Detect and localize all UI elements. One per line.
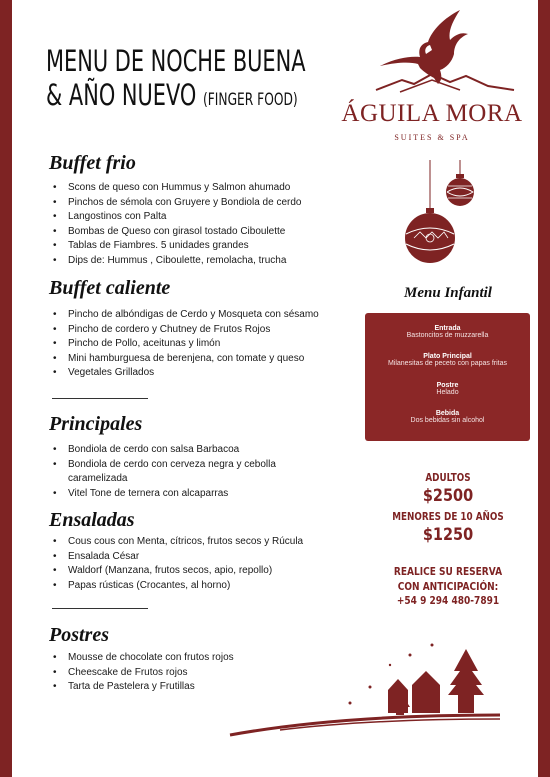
divider (52, 398, 148, 399)
list-item: • Papas rústicas (Crocantes, al horno) (52, 579, 322, 594)
list-item: • Pinchos de sémola con Gruyere y Bondiola de cerdo (52, 196, 322, 211)
kids-block (365, 410, 530, 424)
kids-block (365, 382, 530, 396)
divider (52, 608, 148, 609)
title-line-1: MENU DE NOCHE BUENA (46, 44, 306, 78)
list-item: • Scons de queso con Hummus y Salmon ahumado (52, 181, 322, 196)
reservation-info (381, 565, 515, 609)
title-line-2-main: & AÑO NUEVO (46, 78, 197, 112)
kids-block-label: Entrada (434, 325, 461, 332)
kids-menu-title: Menu Infantil (404, 285, 492, 301)
section-title-principales: Principales (49, 413, 143, 435)
title-finger-food: (FINGER FOOD) (202, 90, 298, 110)
kids-block-label: Postre (436, 382, 459, 389)
title-line-2 (46, 78, 306, 117)
christmas-ornaments-icon (400, 160, 490, 280)
list-item: • Mousse de chocolate con frutos rojos (52, 651, 322, 666)
kids-block-label: Plato Principal (423, 353, 472, 360)
list-item: • Dips de: Hummus , Ciboulette, remolacha, trucha (52, 254, 322, 269)
section-title-buffet-frio: Buffet frio (49, 152, 136, 174)
brand-subtitle: SUITES & SPA (394, 133, 470, 142)
section-title-postres: Postres (49, 624, 109, 646)
brand-name: ÁGUILA MORA (341, 100, 523, 127)
kids-block-value: Dos bebidas sin alcohol (410, 417, 485, 424)
list-item: • Bondiola de cerdo con salsa Barbacoa (52, 443, 322, 458)
list-item: • Vegetales Grillados (52, 366, 322, 381)
list-item: • Vitel Tone de ternera con alcaparras (52, 487, 322, 502)
list-item: • Bondiola de cerdo con cerveza negra y cebolla caramelizada (52, 458, 322, 487)
list-buffet-frio (52, 181, 322, 268)
winter-houses-trees-icon (220, 635, 510, 745)
kids-block-label: Bebida (435, 410, 460, 417)
list-item: • Tarta de Pastelera y Frutillas (52, 680, 322, 695)
reservation-line-1: REALICE SU RESERVA (393, 565, 503, 578)
list-buffet-caliente (52, 308, 322, 381)
list-item: • Ensalada César (52, 550, 322, 565)
list-item: • Cous cous con Menta, cítricos, frutos secos y Rúcula (52, 535, 322, 550)
page-title (46, 44, 306, 117)
reservation-phone: +54 9 294 480-7891 (396, 594, 500, 607)
adults-label: ADULTOS (425, 471, 471, 484)
list-item: • Pincho de albóndigas de Cerdo y Mosqueta con sésamo (52, 308, 322, 323)
minors-price: $1250 (422, 525, 474, 545)
minors-label: MENORES DE 10 AÑOS (392, 510, 504, 523)
left-border (0, 0, 12, 777)
right-border (538, 0, 550, 777)
section-title-buffet-caliente: Buffet caliente (49, 277, 171, 299)
section-title-ensaladas: Ensaladas (49, 509, 135, 531)
list-item: • Pincho de cordero y Chutney de Frutos Rojos (52, 323, 322, 338)
list-item: • Mini hamburguesa de berenjena, con tomate y queso (52, 352, 322, 367)
list-item: • Tablas de Fiambres. 5 unidades grandes (52, 239, 322, 254)
kids-block-value: Milanesitas de peceto con papas fritas (387, 360, 508, 367)
eagle-logo-icon (370, 10, 520, 100)
kids-block-value: Bastoncitos de muzzarella (406, 332, 489, 339)
list-item: • Waldorf (Manzana, frutos secos, apio, repollo) (52, 564, 322, 579)
list-item: • Langostinos con Palta (52, 210, 322, 225)
kids-block-value: Helado (436, 389, 459, 396)
adults-price: $2500 (422, 486, 474, 506)
list-principales (52, 443, 322, 501)
list-item: • Bombas de Queso con girasol tostado Ciboulette (52, 225, 322, 240)
kids-menu-box (365, 313, 530, 441)
list-item: • Cheescake de Frutos rojos (52, 666, 322, 681)
list-item: • Pincho de Pollo, aceitunas y limón (52, 337, 322, 352)
kids-block (365, 353, 530, 367)
list-ensaladas (52, 535, 322, 593)
kids-block (365, 325, 530, 339)
reservation-line-2: CON ANTICIPACIÓN: (397, 579, 499, 593)
